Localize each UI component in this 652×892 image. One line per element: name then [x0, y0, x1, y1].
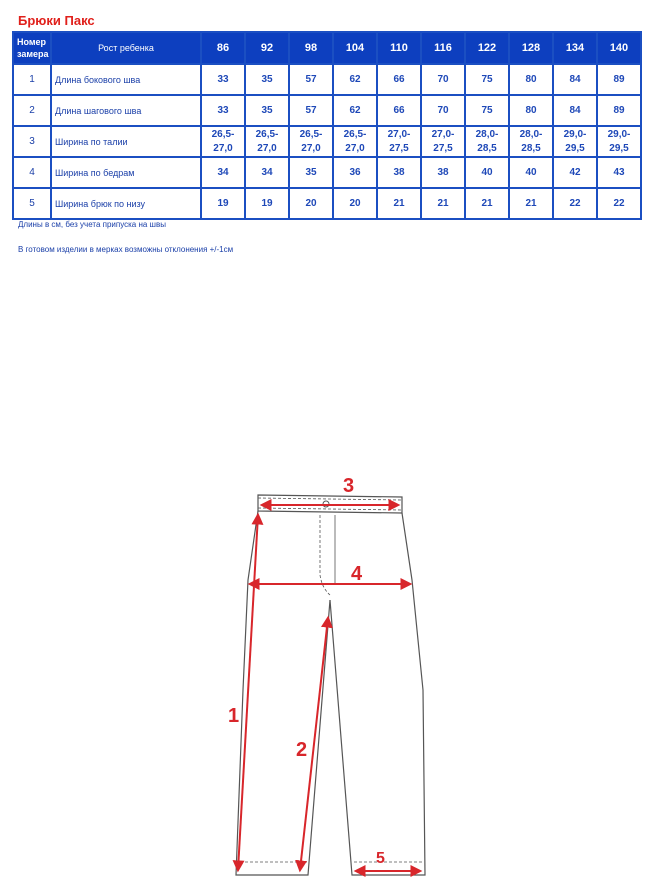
table-cell: 28,0-28,5 [465, 126, 509, 157]
table-cell: 75 [465, 64, 509, 95]
table-cell: 35 [289, 157, 333, 188]
header-measure-number: Номер замера [13, 32, 51, 64]
table-cell: 35 [245, 95, 289, 126]
table-cell: 20 [333, 188, 377, 219]
table-cell: 26,5-27,0 [333, 126, 377, 157]
table-cell: 89 [597, 95, 641, 126]
table-cell: 57 [289, 95, 333, 126]
row-number: 4 [13, 157, 51, 188]
table-cell: 66 [377, 64, 421, 95]
table-cell: 84 [553, 64, 597, 95]
table-cell: 34 [201, 157, 245, 188]
row-name: Ширина брюк по низу [51, 188, 201, 219]
table-cell: 27,0-27,5 [377, 126, 421, 157]
table-cell: 80 [509, 64, 553, 95]
table-cell: 26,5-27,0 [201, 126, 245, 157]
row-number: 2 [13, 95, 51, 126]
header-size: 86 [201, 32, 245, 64]
header-size: 110 [377, 32, 421, 64]
table-cell: 29,0-29,5 [597, 126, 641, 157]
table-cell: 26,5-27,0 [289, 126, 333, 157]
table-cell: 34 [245, 157, 289, 188]
table-cell: 35 [245, 64, 289, 95]
table-cell: 36 [333, 157, 377, 188]
table-cell: 57 [289, 64, 333, 95]
table-cell: 28,0-28,5 [509, 126, 553, 157]
header-size: 122 [465, 32, 509, 64]
table-cell: 84 [553, 95, 597, 126]
table-cell: 66 [377, 95, 421, 126]
table-cell: 33 [201, 64, 245, 95]
row-name: Ширина по талии [51, 126, 201, 157]
row-number: 5 [13, 188, 51, 219]
header-child-height: Рост ребенка [51, 32, 201, 64]
row-number: 3 [13, 126, 51, 157]
measure-label-3: 3 [343, 475, 355, 497]
header-size: 140 [597, 32, 641, 64]
table-cell: 26,5-27,0 [245, 126, 289, 157]
measure-label-4: 4 [351, 563, 363, 585]
row-name: Длина бокового шва [51, 64, 201, 95]
header-size: 98 [289, 32, 333, 64]
measure-label-2: 2 [296, 739, 308, 761]
header-size: 128 [509, 32, 553, 64]
table-cell: 22 [553, 188, 597, 219]
table-cell: 20 [289, 188, 333, 219]
table-cell: 70 [421, 95, 465, 126]
pants-outline [236, 495, 425, 875]
table-cell: 19 [201, 188, 245, 219]
table-cell: 29,0-29,5 [553, 126, 597, 157]
table-cell: 21 [377, 188, 421, 219]
arrow-side-seam [238, 515, 258, 870]
table-cell: 70 [421, 64, 465, 95]
table-cell: 62 [333, 95, 377, 126]
table-cell: 21 [465, 188, 509, 219]
header-size: 104 [333, 32, 377, 64]
header-size: 134 [553, 32, 597, 64]
table-cell: 89 [597, 64, 641, 95]
table-cell: 43 [597, 157, 641, 188]
table-cell: 38 [377, 157, 421, 188]
table-cell: 40 [465, 157, 509, 188]
table-cell: 27,0-27,5 [421, 126, 465, 157]
table-cell: 21 [421, 188, 465, 219]
row-name: Длина шагового шва [51, 95, 201, 126]
table-cell: 22 [597, 188, 641, 219]
note-tolerance: В готовом изделии в мерках возможны отклонения +/-1см [18, 245, 234, 254]
table-cell: 19 [245, 188, 289, 219]
table-cell: 80 [509, 95, 553, 126]
header-size: 92 [245, 32, 289, 64]
note-measurements: Длины в см, без учета припуска на швы [18, 220, 166, 229]
measure-arrows [238, 505, 420, 871]
table-cell: 38 [421, 157, 465, 188]
measure-label-5: 5 [376, 850, 385, 867]
row-name: Ширина по бедрам [51, 157, 201, 188]
row-number: 1 [13, 64, 51, 95]
table-cell: 42 [553, 157, 597, 188]
table-cell: 40 [509, 157, 553, 188]
page-title: Брюки Пакс [18, 13, 95, 28]
table-cell: 21 [509, 188, 553, 219]
header-size: 116 [421, 32, 465, 64]
measure-label-1: 1 [228, 705, 240, 727]
table-cell: 62 [333, 64, 377, 95]
table-cell: 33 [201, 95, 245, 126]
table-cell: 75 [465, 95, 509, 126]
